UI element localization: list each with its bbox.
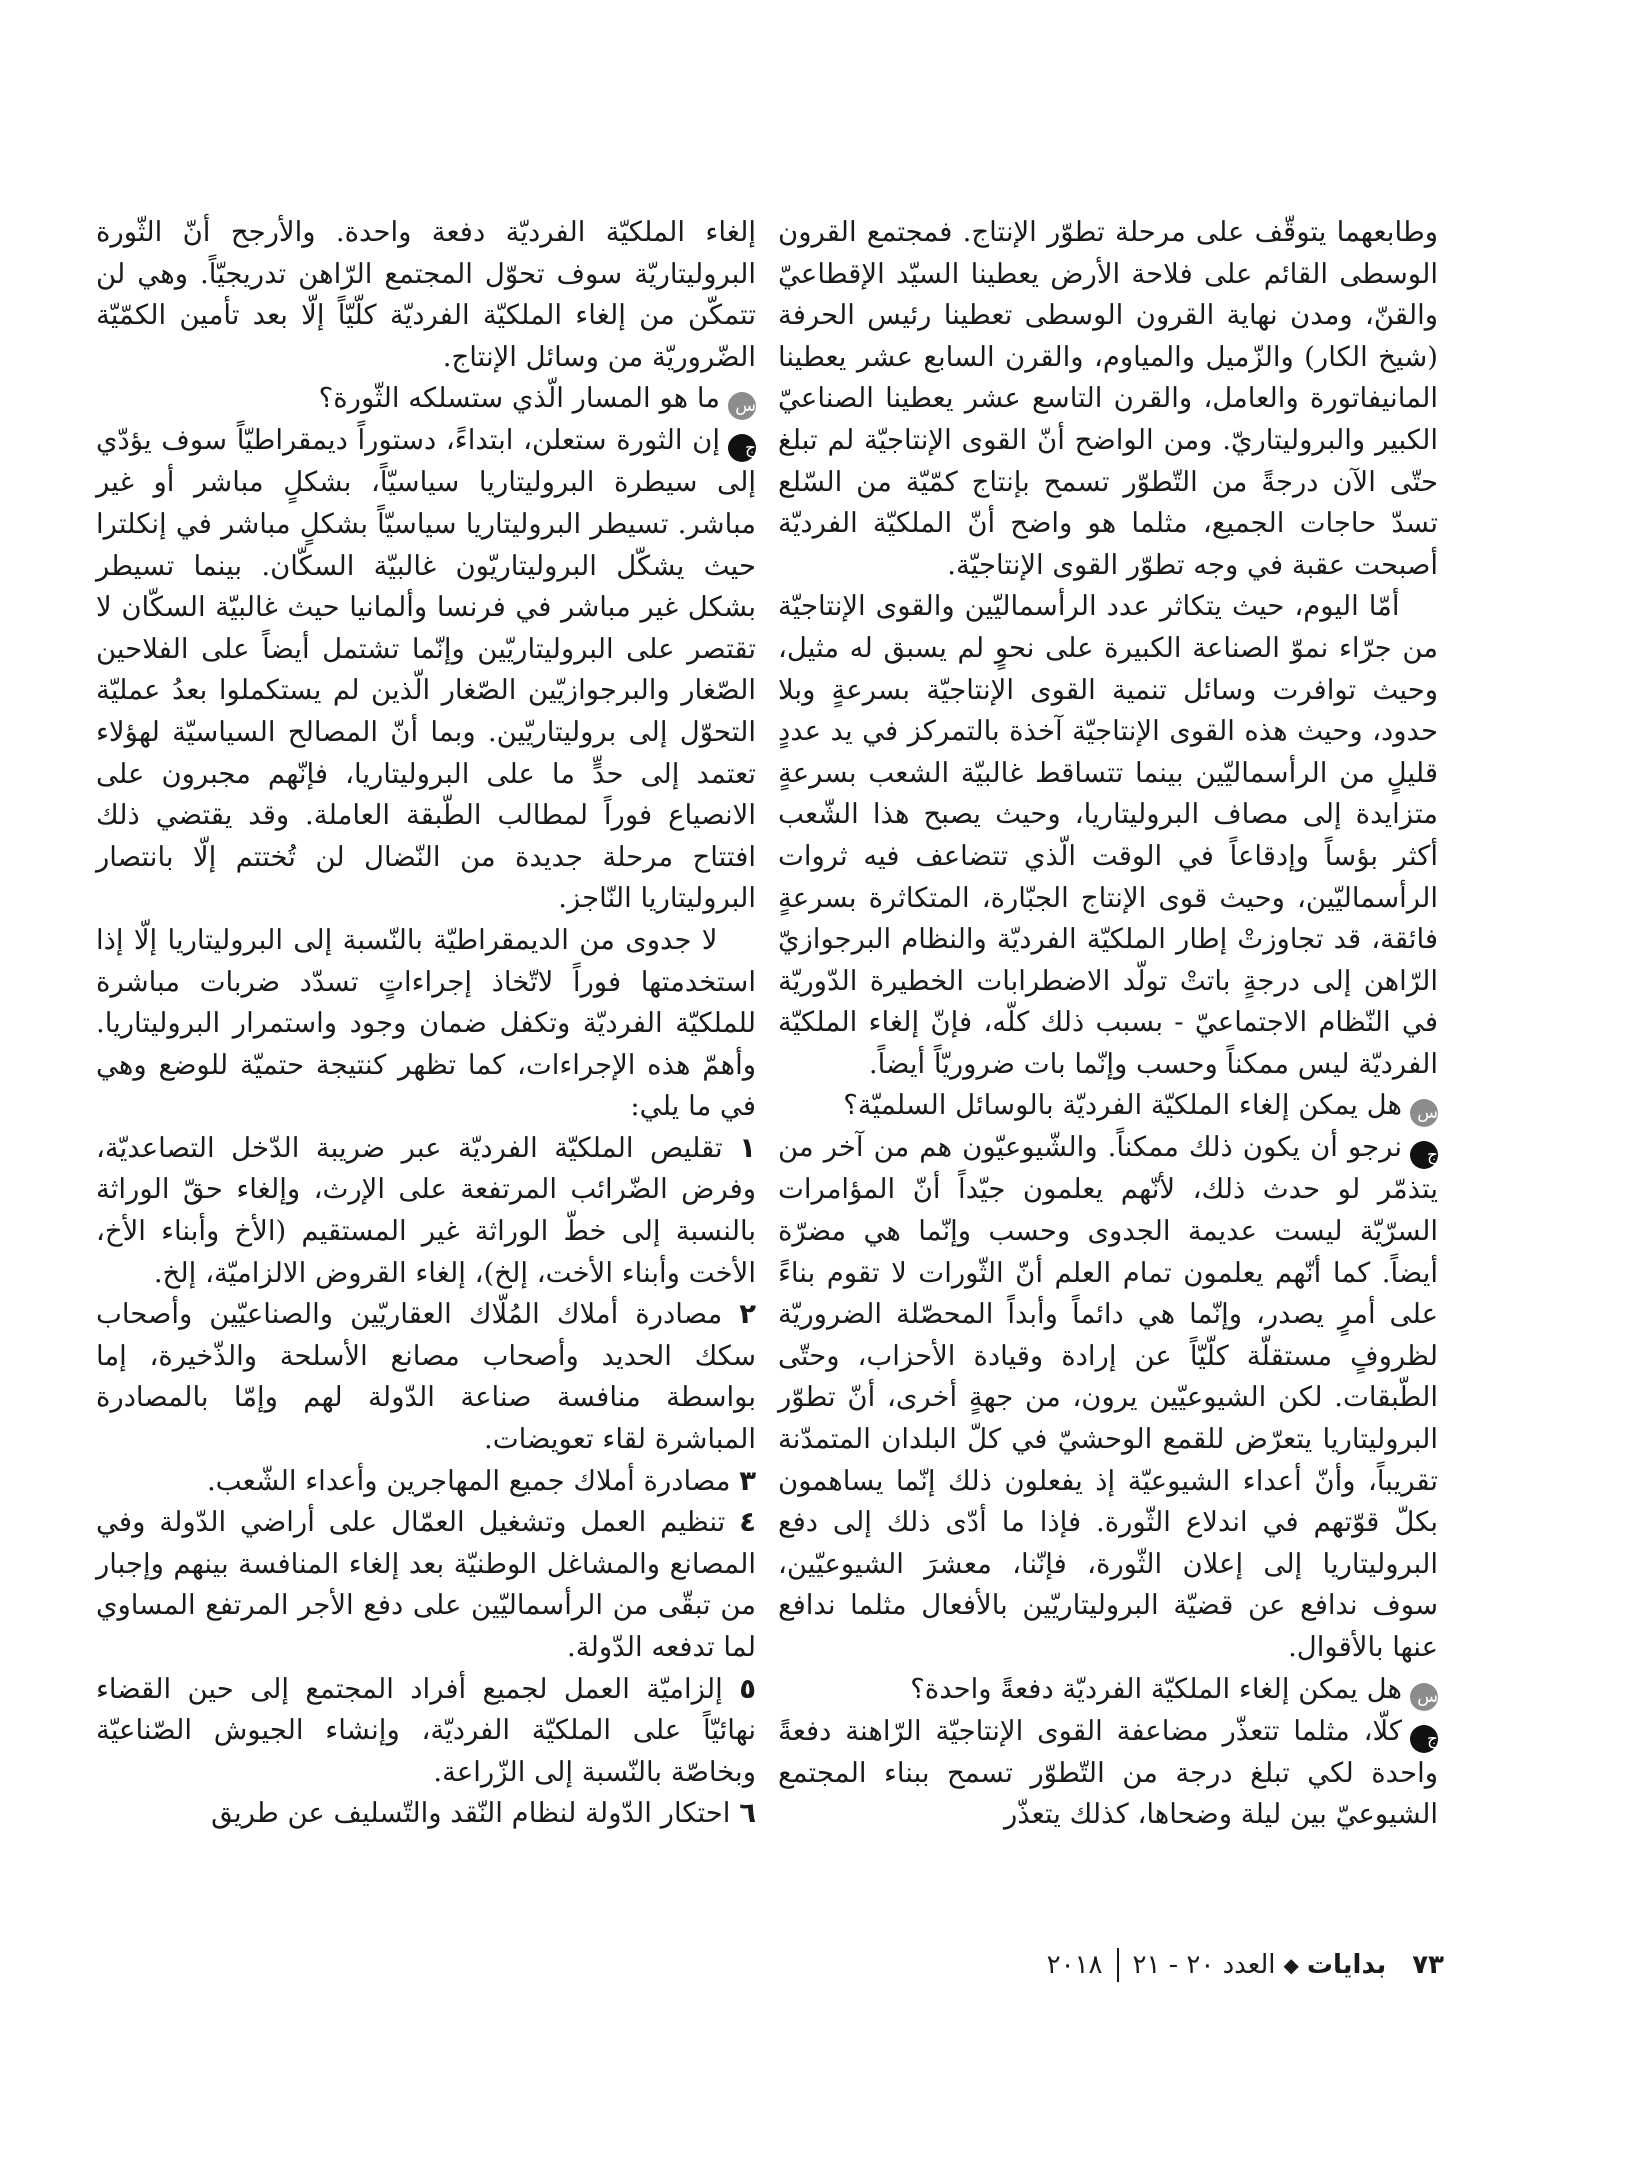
list-item-number: ٥: [739, 1672, 756, 1705]
list-item-text: مصادرة أملاك المُلّاك العقاريّين والصناعيّين وأصحاب سكك الحديد وأصحاب مصانع الأسلحة والذّخيرة، إما بواسطة منافسة صناعة الدّولة لهم وإمّا بالمصادرة المباشرة لقاء تعويضات.: [96, 1298, 756, 1456]
list-item-text: مصادرة أملاك جميع المهاجرين وأعداء الشّعب.: [206, 1464, 731, 1497]
question: [778, 1669, 1438, 1711]
question: [778, 1085, 1438, 1127]
left-column: [96, 212, 756, 1835]
magazine-name: بدايات: [1306, 1950, 1387, 1980]
paragraph: إلغاء الملكيّة الفرديّة دفعة واحدة. والأرجح أنّ الثّورة البروليتاريّة سوف تحوّل المجتمع الرّاهن تدريجيّاً. وهي لن تتمكّن من إلغاء الملكيّة الفرديّة كلّيّاً إلّا بعد تأمين الكمّيّة الضّروريّة من وسائل الإنتاج.: [96, 216, 756, 373]
question-marker-icon: س: [728, 392, 756, 420]
list-item: [96, 1669, 756, 1794]
list-item-text: تنظيم العمل وتشغيل العمّال على أراضي الدّولة وفي المصانع والمشاغل الوطنيّة بعد إلغاء المنافسة بينهم وإجبار من تبقّى من الرأسماليّين على دفع الأجر المرتفع المساوي لما تدفعه الدّولة.: [96, 1506, 756, 1663]
question-text: ما هو المسار الّذي ستسلكه الثّورة؟: [318, 382, 720, 415]
answer-marker-icon: ج: [1410, 1725, 1438, 1753]
list-item-number: ٣: [739, 1464, 756, 1497]
question-marker-icon: س: [1410, 1683, 1438, 1711]
list-item: [96, 1461, 756, 1503]
list-item-number: ٤: [739, 1506, 756, 1539]
answer-marker-icon: ج: [1410, 1141, 1438, 1169]
list-item-number: ٢: [739, 1298, 756, 1331]
answer-text: إن الثورة ستعلن، ابتداءً، دستوراً ديمقراطيّاً سوف يؤدّي إلى سيطرة البروليتاريا سياسيّاً، بشكلٍ مباشر أو غير مباشر. تسيطر البروليتاريا سياسيّاً بشكلٍ مباشر في إنكلترا حيث يشكّل البروليتاريّون غالبيّة السكّان. بينما تسيطر بشكل غير مباشر في فرنسا وألمانيا حيث غالبيّة السكّان لا تقتصر على البروليتاريّين وإنّما تشتمل أيضاً على الفلاحين الصّغار والبرجوازيّين الصّغار الّذين لم يستكملوا بعدُ عمليّة التحوّل إلى بروليتاريّين. وبما أنّ المصالح السياسيّة لهؤلاء تعتمد إلى حدٍّ ما على البروليتاريا، فإنّهم مجبرون على الانصياع فوراً لمطالب الطّبقة العاملة. وقد يقتضي ذلك افتتاح مرحلة جديدة من النّضال لن تُختتم إلّا بانتصار البروليتاريا النّاجز.: [96, 424, 756, 915]
answer: [96, 420, 756, 920]
issue-year: ٢٠١٨: [1046, 1950, 1103, 1980]
list-item-number: ٦: [739, 1797, 756, 1830]
list-item: [96, 1128, 756, 1294]
diamond-icon: ◆: [1283, 1953, 1299, 1977]
right-column: [778, 212, 1438, 1836]
list-item: [96, 1502, 756, 1668]
list-item-text: احتكار الدّولة لنظام النّقد والتّسليف عن طريق: [211, 1797, 731, 1830]
question-text: هل يمكن إلغاء الملكيّة الفرديّة دفعةً واحدة؟: [910, 1672, 1402, 1705]
page-footer: [1047, 1948, 1444, 1982]
footer-divider: [1117, 1948, 1119, 1982]
answer-text: نرجو أن يكون ذلك ممكناً. والشّيوعيّون هم من آخر من يتذمّر لو حدث ذلك، لأنّهم يعلمون جيّداً أنّ المؤامرات السرّيّة ليست عديمة الجدوى وحسب وإنّما هي مضرّة أيضاً. كما أنّهم يعلمون تمام العلم أنّ الثّورات لا تقوم بناءً على أمرٍ يصدر، وإنّما هي دائماً وأبداً المحصّلة الضروريّة لظروفٍ مستقلّة كلّيّاً عن إرادة وقيادة الأحزاب، وحتّى الطّبقات. لكن الشيوعيّين يرون، من جهةٍ أخرى، أنّ تطوّر البروليتاريا يتعرّض للقمع الوحشيّ في كلّ البلدان المتمدّنة تقريباً، وأنّ أعداء الشيوعيّة إذ يفعلون ذلك إنّما يساهمون بكلّ قوّتهم في اندلاع الثّورة. فإذا ما أدّى ذلك إلى دفع البروليتاريا إلى إعلان الثّورة، فإنّنا، معشرَ الشيوعيّين، سوف ندافع عن قضيّة البروليتاريّين بالأفعال مثلما ندافع عنها بالأقوال.: [778, 1131, 1438, 1663]
paragraph: لا جدوى من الديمقراطيّة بالنّسبة إلى البروليتاريا إلّا إذا استخدمتها فوراً لاتّخاذ إجراءاتٍ تسدّد ضربات مباشرة للملكيّة الفرديّة وتكفل ضمان وجود واستمرار البروليتاريا. وأهمّ هذه الإجراءات، كما تظهر كنتيجة حتميّة للوضع وهي في ما يلي:: [96, 923, 756, 1123]
paragraph: وطابعهما يتوقّف على مرحلة تطوّر الإنتاج. فمجتمع القرون الوسطى القائم على فلاحة الأرض يعطينا السيّد الإقطاعيّ والقنّ، ومدن نهاية القرون الوسطى تعطينا رئيس الحرفة (شيخ الكار) والزّميل والمياوم، والقرن السابع عشر يعطينا المانيفاتورة والعامل، والقرن التاسع عشر يعطينا الصناعيّ الكبير والبروليتاريّ. ومن الواضح أنّ القوى الإنتاجيّة لم تبلغ حتّى الآن درجةً من التّطوّر تسمح بإنتاج كمّيّة من السّلع تسدّ حاجات الجميع، مثلما هو واضح أنّ الملكيّة الفرديّة أصبحت عقبة في وجه تطوّر القوى الإنتاجيّة.: [778, 216, 1438, 581]
answer: [778, 1711, 1438, 1836]
paragraph: أمّا اليوم، حيث يتكاثر عدد الرأسماليّين والقوى الإنتاجيّة من جرّاء نموّ الصناعة الكبيرة على نحوٍ لم يسبق له مثيل، وحيث توافرت وسائل تنمية القوى الإنتاجيّة بسرعةٍ وبلا حدود، وحيث هذه القوى الإنتاجيّة آخذة بالتمركز في يد عددٍ قليلٍ من الرأسماليّين بينما تتساقط غالبيّة الشعب بسرعةٍ متزايدة إلى مصاف البروليتاريا، وحيث يصبح هذا الشّعب أكثر بؤساً وإدقاعاً في الوقت الّذي تتضاعف فيه ثروات الرأسماليّين، وحيث قوى الإنتاج الجبّارة، المتكاثرة بسرعةٍ فائقة، قد تجاوزتْ إطار الملكيّة الفرديّة والنظام البرجوازيّ الرّاهن إلى درجةٍ باتتْ تولّد الاضطرابات الخطيرة الدّوريّة في النّظام الاجتماعيّ - بسبب ذلك كلّه، فإنّ إلغاء الملكيّة الفرديّة ليس ممكناً وحسب وإنّما بات ضروريّاً أيضاً.: [778, 590, 1438, 1080]
page-number: ٧٣: [1412, 1950, 1444, 1980]
issue-number: العدد ٢٠ - ٢١: [1132, 1950, 1276, 1980]
answer: [778, 1127, 1438, 1668]
answer-text: كلّا، مثلما تتعذّر مضاعفة القوى الإنتاجيّة الرّاهنة دفعةً واحدة لكي تبلغ درجة من التّطوّر تسمح ببناء المجتمع الشيوعيّ بين ليلة وضحاها، كذلك يتعذّر: [778, 1714, 1438, 1831]
answer-marker-icon: ج: [728, 434, 756, 462]
list-item-number: ١: [739, 1131, 756, 1164]
question-text: هل يمكن إلغاء الملكيّة الفرديّة بالوسائل السلميّة؟: [843, 1089, 1402, 1122]
list-item-text: إلزاميّة العمل لجميع أفراد المجتمع إلى حين القضاء نهائيّاً على الملكيّة الفرديّة، وإنشاء الجيوش الصّناعيّة وبخاصّة بالنّسبة إلى الزّراعة.: [96, 1672, 756, 1788]
question-marker-icon: س: [1410, 1099, 1438, 1127]
list-item-text: تقليص الملكيّة الفرديّة عبر ضريبة الدّخل التصاعديّة، وفرض الضّرائب المرتفعة على الإرث، وإلغاء حقّ الوراثة بالنسبة إلى خطّ الوراثة غير المستقيم (الأخ وأبناء الأخ، الأخت وأبناء الأخت، إلخ)، إلغاء القروض الالزاميّة، إلخ.: [96, 1131, 756, 1289]
list-item: [96, 1793, 756, 1835]
question: [96, 378, 756, 420]
list-item: [96, 1294, 756, 1460]
